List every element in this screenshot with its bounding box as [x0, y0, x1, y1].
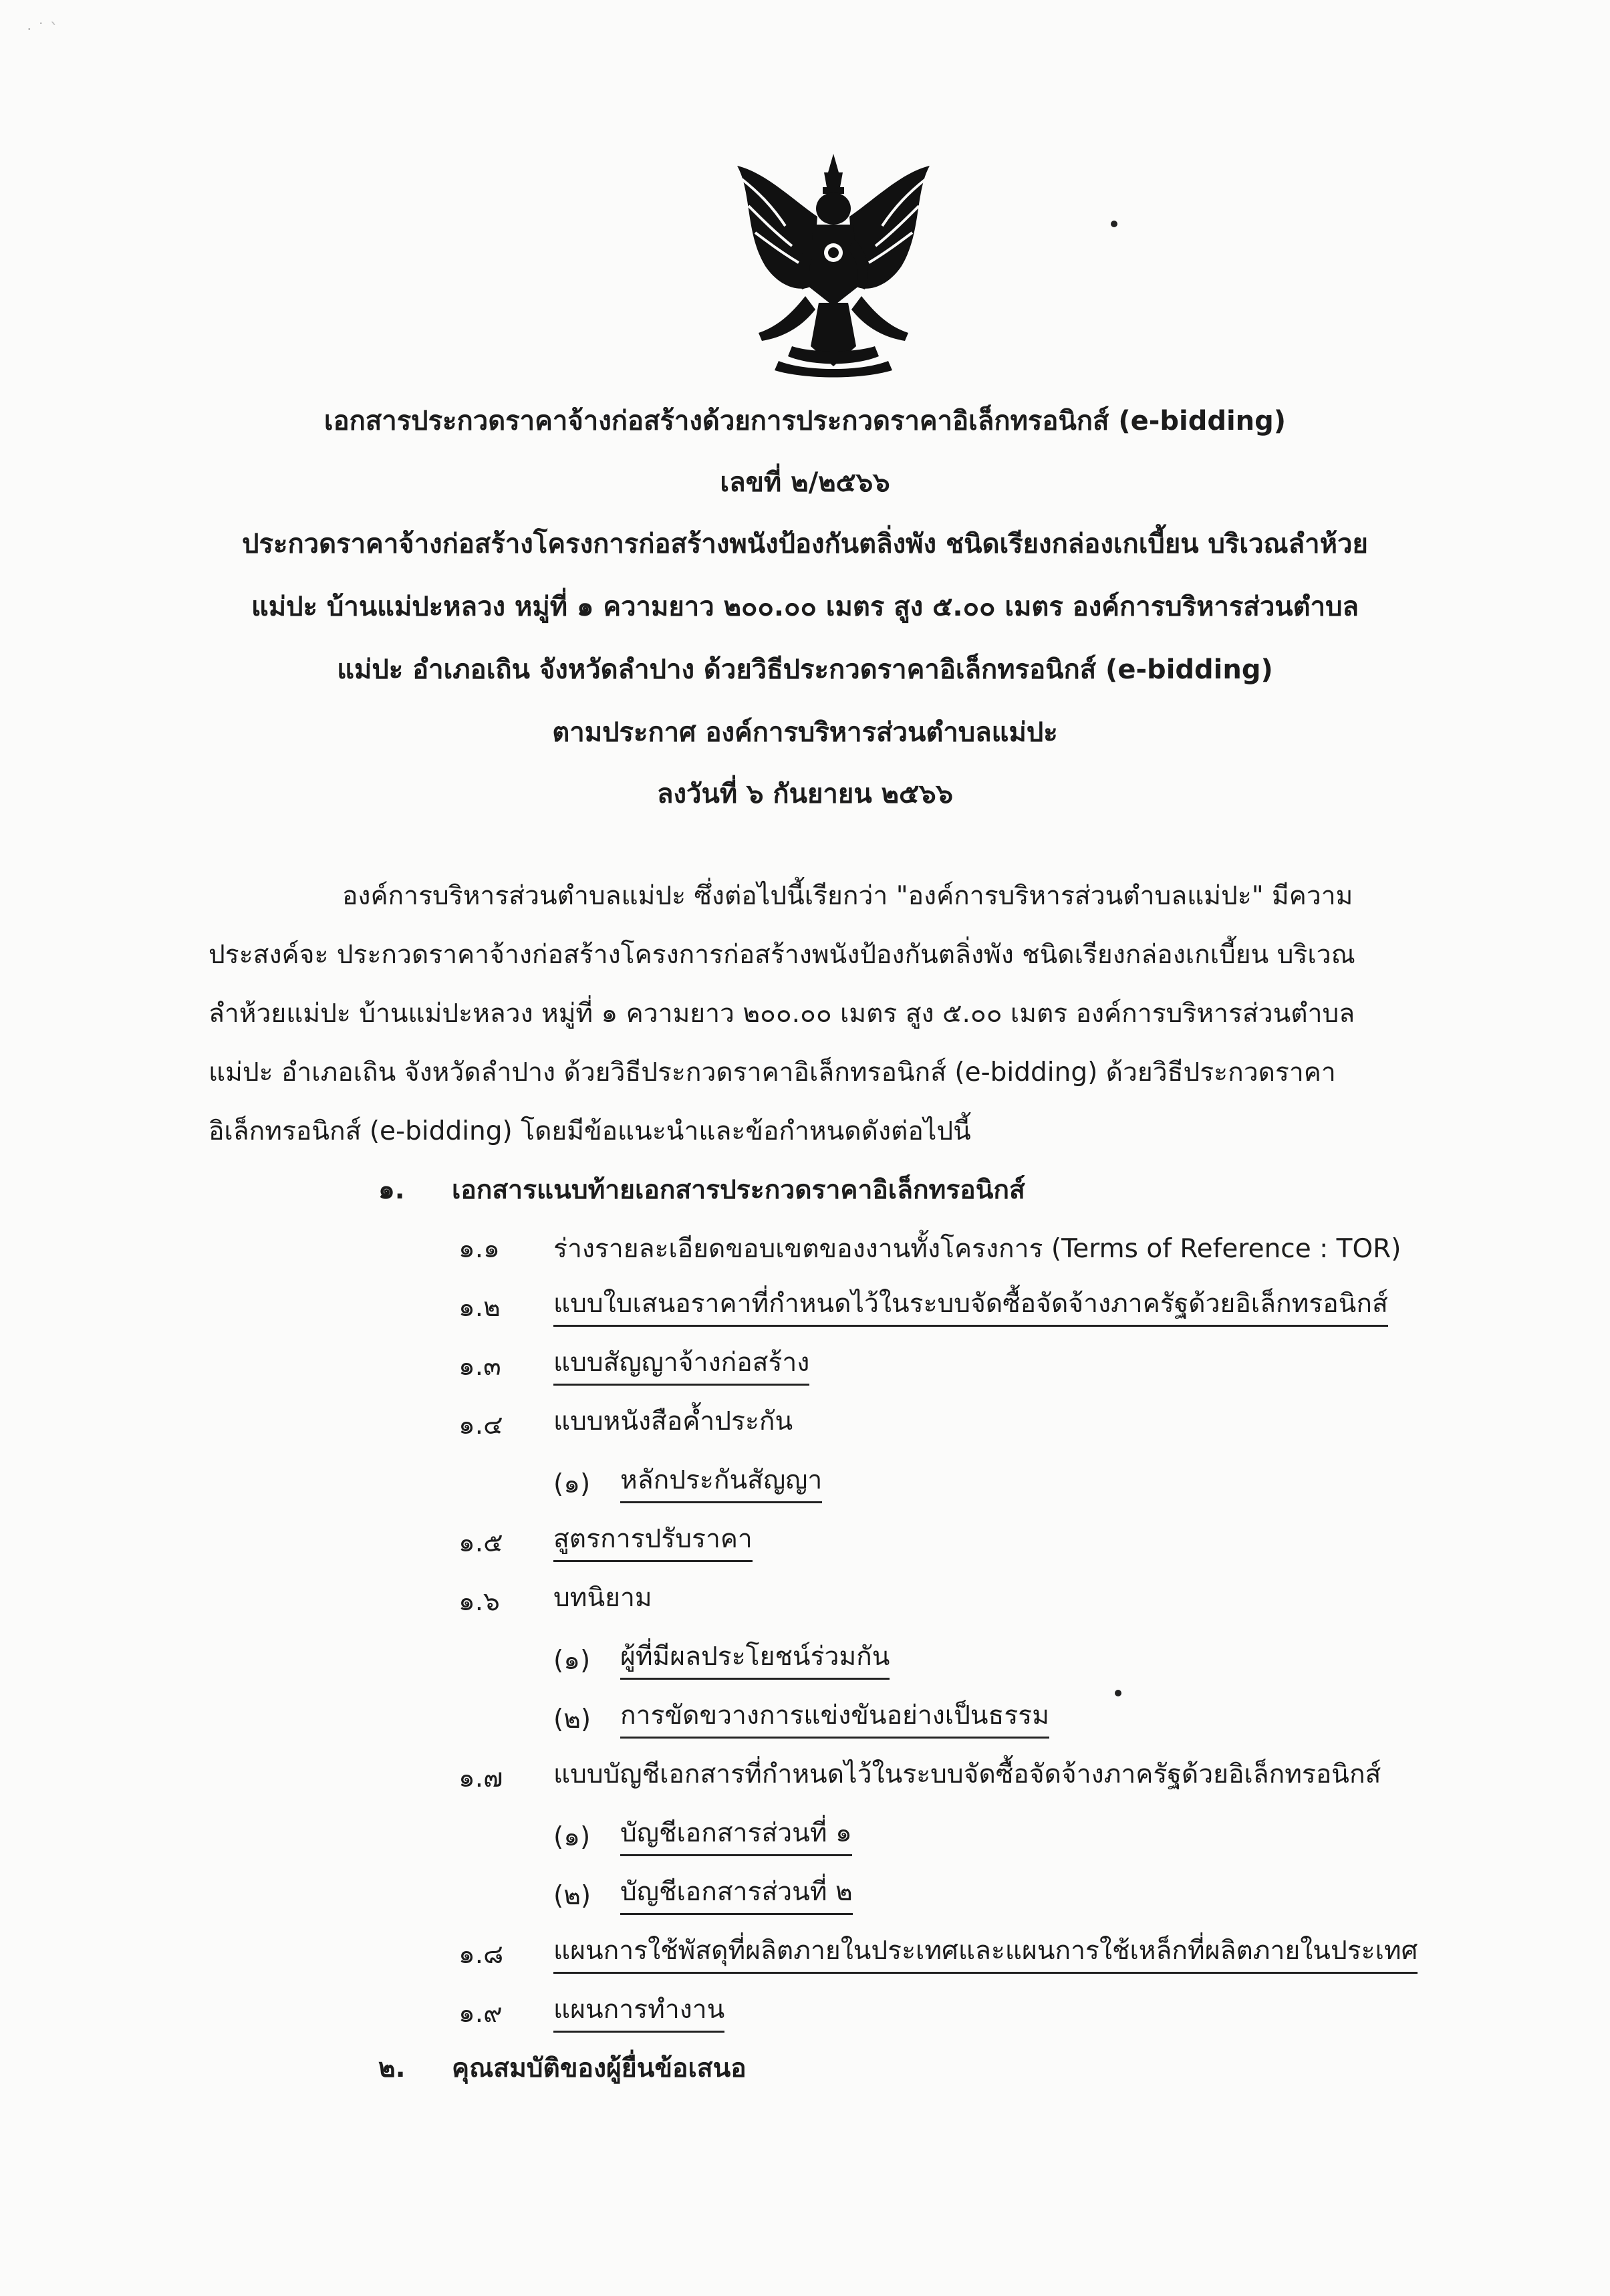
item-text: แบบสัญญาจ้างก่อสร้าง [553, 1346, 809, 1386]
item-number: ๑.๓ [458, 1352, 501, 1382]
subitem-text: หลักประกันสัญญา [620, 1464, 822, 1503]
intro-line-4: แม่ปะ อำเภอเถิน จังหวัดลำปาง ด้วยวิธีประกวดราคาอิเล็กทรอนิกส์ (e-bidding) ด้วยวิธีประกวดราคา [209, 1057, 1336, 1088]
item-number: ๑.๖ [458, 1587, 500, 1617]
subitem-text: ผู้ที่มีผลประโยชน์ร่วมกัน [620, 1640, 890, 1680]
intro-line-1: องค์การบริหารส่วนตำบลแม่ปะ ซึ่งต่อไปนี้เรียกว่า "องค์การบริหารส่วนตำบลแม่ปะ" มีความ [342, 881, 1353, 911]
subject-line-2: แม่ปะ บ้านแม่ปะหลวง หมู่ที่ ๑ ความยาว ๒๐๐.๐๐ เมตร สูง ๕.๐๐ เมตร องค์การบริหารส่วนตำบล [251, 592, 1359, 622]
subitem-text: การขัดขวางการแข่งขันอย่างเป็นธรรม [620, 1699, 1049, 1739]
intro-line-5: อิเล็กทรอนิกส์ (e-bidding) โดยมีข้อแนะนำและข้อกำหนดดังต่อไปนี้ [209, 1116, 971, 1146]
announcement-line: ตามประกาศ องค์การบริหารส่วนตำบลแม่ปะ [552, 717, 1058, 748]
garuda-emblem-icon [725, 152, 942, 380]
date-line: ลงวันที่ ๖ กันยายน ๒๕๖๖ [656, 779, 954, 809]
item-text: ร่างรายละเอียดขอบเขตของงานทั้งโครงการ (Terms of Reference : TOR) [553, 1234, 1401, 1264]
section-1-number: ๑. [378, 1175, 405, 1205]
item-number: ๑.๔ [458, 1410, 503, 1440]
section-2-title: คุณสมบัติของผู้ยื่นข้อเสนอ [452, 2053, 747, 2083]
item-text: สูตรการปรับราคา [553, 1523, 753, 1562]
intro-line-3: ลำห้วยแม่ปะ บ้านแม่ปะหลวง หมู่ที่ ๑ ความยาว ๒๐๐.๐๐ เมตร สูง ๕.๐๐ เมตร องค์การบริหารส่วนตำบล [209, 999, 1355, 1029]
subitem-number: (๑) [553, 1822, 591, 1852]
stray-dot [1111, 221, 1117, 227]
stray-dot [1115, 1690, 1121, 1696]
document-number: เลขที่ ๒/๒๕๖๖ [720, 467, 890, 498]
item-text: แผนการใช้พัสดุที่ผลิตภายในประเทศและแผนการใช้เหล็กที่ผลิตภายในประเทศ [553, 1934, 1418, 1974]
item-number: ๑.๗ [458, 1763, 503, 1793]
subitem-text: บัญชีเอกสารส่วนที่ ๒ [620, 1876, 853, 1915]
item-text: แบบใบเสนอราคาที่กำหนดไว้ในระบบจัดซื้อจัดจ้างภาครัฐด้วยอิเล็กทรอนิกส์ [553, 1287, 1388, 1327]
item-text: แบบบัญชีเอกสารที่กำหนดไว้ในระบบจัดซื้อจัดจ้างภาครัฐด้วยอิเล็กทรอนิกส์ [553, 1759, 1381, 1789]
section-1-title: เอกสารแนบท้ายเอกสารประกวดราคาอิเล็กทรอนิกส์ [452, 1175, 1025, 1205]
item-text: แผนการทำงาน [553, 1993, 724, 2033]
item-number: ๑.๘ [458, 1940, 504, 1970]
item-number: ๑.๕ [458, 1528, 503, 1558]
subject-line-3: แม่ปะ อำเภอเถิน จังหวัดลำปาง ด้วยวิธีประกวดราคาอิเล็กทรอนิกส์ (e-bidding) [337, 654, 1273, 685]
document-title: เอกสารประกวดราคาจ้างก่อสร้างด้วยการประกวดราคาอิเล็กทรอนิกส์ (e-bidding) [323, 406, 1287, 436]
item-number: ๑.๒ [458, 1293, 501, 1323]
intro-line-2: ประสงค์จะ ประกวดราคาจ้างก่อสร้างโครงการก่อสร้างพนังป้องกันตลิ่งพัง ชนิดเรียงกล่องเกเบี้ยน บริเวณ [209, 940, 1355, 970]
item-number: ๑.๙ [458, 1999, 503, 2029]
subitem-number: (๑) [553, 1469, 591, 1499]
subject-line-1: ประกวดราคาจ้างก่อสร้างโครงการก่อสร้างพนังป้องกันตลิ่งพัง ชนิดเรียงกล่องเกเบี้ยน บริเวณลำห้วย [242, 529, 1368, 559]
section-2-number: ๒. [378, 2053, 406, 2083]
subitem-number: (๒) [553, 1704, 591, 1735]
subitem-text: บัญชีเอกสารส่วนที่ ๑ [620, 1817, 852, 1856]
item-text: บทนิยาม [553, 1583, 652, 1613]
item-number: ๑.๑ [458, 1234, 500, 1264]
item-text: แบบหนังสือค้ำประกัน [553, 1406, 793, 1436]
subitem-number: (๒) [553, 1881, 591, 1911]
subitem-number: (๑) [553, 1646, 591, 1676]
scan-mark: · ˙ ˋ [27, 20, 58, 39]
